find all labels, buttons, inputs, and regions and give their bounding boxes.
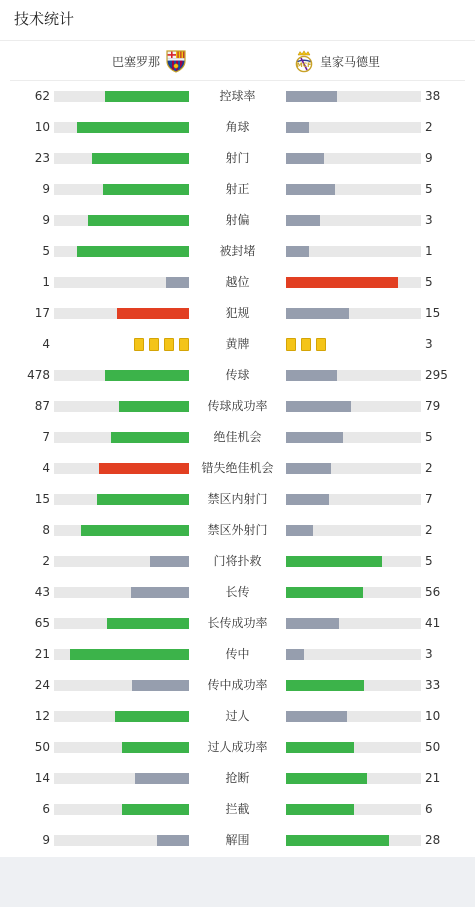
home-bar-track: [54, 556, 189, 567]
stat-label: 禁区外射门: [207, 523, 268, 537]
yellow-card-icon: [179, 338, 189, 351]
home-bar-fill: [119, 401, 189, 412]
home-value: 9: [42, 182, 50, 196]
stat-label: 射门: [225, 151, 250, 165]
stat-row: [0, 794, 475, 825]
stat-label: 绝佳机会: [213, 430, 262, 444]
stats-list: [0, 81, 475, 856]
away-value: 5: [425, 430, 433, 444]
home-bar-fill: [77, 246, 189, 257]
stat-row: [0, 577, 475, 608]
away-value: 41: [425, 616, 441, 630]
away-bar-track: [286, 711, 421, 722]
away-bar-fill: [286, 401, 351, 412]
away-value: 2: [425, 461, 433, 475]
away-value: 3: [425, 337, 433, 351]
away-bar-track: [286, 835, 421, 846]
away-value: 2: [425, 120, 433, 134]
stat-label: 长传成功率: [207, 616, 268, 630]
yellow-card-icon: [134, 338, 144, 351]
home-bar-fill: [115, 711, 189, 722]
home-value: 9: [42, 213, 50, 227]
stat-label: 过人: [225, 709, 250, 723]
away-bar-track: [286, 618, 421, 629]
yellow-card-icon: [316, 338, 326, 351]
stat-label: 拦截: [225, 802, 250, 816]
home-bar-fill: [111, 432, 189, 443]
stat-label: 传球: [225, 368, 250, 382]
stat-label: 禁区内射门: [207, 492, 268, 506]
away-bar-fill: [286, 525, 313, 536]
yellow-card-icon: [164, 338, 174, 351]
home-bar-fill: [92, 153, 189, 164]
svg-text:MCF: MCF: [296, 62, 312, 70]
away-team[interactable]: [292, 41, 380, 81]
stat-row: [0, 81, 475, 112]
stat-label: 过人成功率: [207, 740, 268, 754]
home-bar-fill: [150, 556, 189, 567]
home-team-name: 巴塞罗那: [111, 54, 160, 69]
away-bar-fill: [286, 246, 309, 257]
home-bar-track: [54, 525, 189, 536]
home-bar-track: [54, 215, 189, 226]
away-value: 5: [425, 275, 433, 289]
away-bar-fill: [286, 773, 367, 784]
away-bar-fill: [286, 370, 337, 381]
stat-label: 传中成功率: [207, 678, 268, 692]
away-value: 56: [425, 585, 441, 599]
home-bar-track: [54, 122, 189, 133]
stat-row: [0, 174, 475, 205]
home-value: 17: [34, 306, 50, 320]
away-value: 3: [425, 213, 433, 227]
away-bar-fill: [286, 494, 329, 505]
home-value: 6: [42, 802, 50, 816]
home-bar-fill: [132, 680, 189, 691]
yellow-card-icon: [286, 338, 296, 351]
home-bar-fill: [103, 184, 189, 195]
away-bar-fill: [286, 432, 343, 443]
stat-row: [0, 546, 475, 577]
home-bar-track: [54, 773, 189, 784]
stat-label: 射偏: [225, 213, 250, 227]
home-bar-fill: [122, 742, 190, 753]
away-bar-fill: [286, 680, 364, 691]
away-bar-track: [286, 153, 421, 164]
home-bar-track: [54, 277, 189, 288]
away-bar-fill: [286, 649, 304, 660]
away-bar-track: [286, 773, 421, 784]
home-value: 21: [34, 647, 50, 661]
stat-row: [0, 825, 475, 856]
away-bar-fill: [286, 153, 324, 164]
home-bar-fill: [135, 773, 189, 784]
home-bar-fill: [97, 494, 189, 505]
home-bar-fill: [88, 215, 189, 226]
away-value: 10: [425, 709, 441, 723]
away-bar-fill: [286, 215, 320, 226]
yellow-card-icon: [149, 338, 159, 351]
stat-label: 越位: [225, 275, 250, 289]
away-value: 1: [425, 244, 433, 258]
away-bar-fill: [286, 463, 331, 474]
home-value: 50: [34, 740, 50, 754]
stat-label: 长传: [225, 585, 250, 599]
away-value: 38: [425, 89, 441, 103]
home-value: 12: [34, 709, 50, 723]
home-bar-track: [54, 680, 189, 691]
away-value: 33: [425, 678, 441, 692]
away-bar-track: [286, 742, 421, 753]
home-bar-track: [54, 618, 189, 629]
stat-label: 传球成功率: [207, 399, 268, 413]
stat-row: [0, 670, 475, 701]
home-value: 4: [42, 461, 50, 475]
home-bar-track: [54, 308, 189, 319]
home-value: 8: [42, 523, 50, 537]
away-value: 15: [425, 306, 441, 320]
stat-row: [0, 732, 475, 763]
away-bar-track: [286, 494, 421, 505]
stat-row: [0, 608, 475, 639]
stat-row: [0, 639, 475, 670]
stat-label: 错失绝佳机会: [201, 461, 274, 475]
away-bar-track: [286, 91, 421, 102]
stat-label: 解围: [225, 833, 250, 847]
away-bar-fill: [286, 804, 354, 815]
home-bar-track: [54, 711, 189, 722]
away-value: 21: [425, 771, 441, 785]
home-value: 4: [42, 337, 50, 351]
yellow-card-icon: [301, 338, 311, 351]
home-value: 10: [34, 120, 50, 134]
home-value: 9: [42, 833, 50, 847]
away-value: 28: [425, 833, 441, 847]
home-bar-fill: [105, 91, 189, 102]
stat-row: [0, 143, 475, 174]
barcelona-crest-icon: [164, 49, 188, 73]
home-value: 7: [42, 430, 50, 444]
away-team-name: 皇家马德里: [320, 54, 381, 69]
home-bar-track: [54, 184, 189, 195]
away-bar-fill: [286, 308, 349, 319]
home-bar-fill: [107, 618, 189, 629]
away-value: 50: [425, 740, 441, 754]
home-value: 5: [42, 244, 50, 258]
stat-row: [0, 391, 475, 422]
away-bar-track: [286, 463, 421, 474]
stat-row: [0, 360, 475, 391]
stat-label: 抢断: [225, 771, 250, 785]
home-bar-track: [54, 804, 189, 815]
away-value: 7: [425, 492, 433, 506]
stat-row: [0, 329, 475, 360]
away-value: 295: [425, 368, 448, 382]
away-bar-track: [286, 370, 421, 381]
away-bar-track: [286, 122, 421, 133]
stat-row: [0, 763, 475, 794]
away-bar-fill: [286, 711, 347, 722]
stat-label: 黄牌: [225, 337, 250, 351]
home-value: 14: [34, 771, 50, 785]
home-value: 23: [34, 151, 50, 165]
home-bar-fill: [81, 525, 189, 536]
home-value: 478: [27, 368, 50, 382]
away-bar-track: [286, 556, 421, 567]
away-bar-fill: [286, 742, 354, 753]
away-bar-fill: [286, 122, 309, 133]
home-bar-fill: [157, 835, 189, 846]
real-madrid-crest-icon: [292, 49, 316, 73]
away-bar-fill: [286, 91, 337, 102]
page-title: 技术统计: [14, 10, 75, 28]
home-value: 62: [34, 89, 50, 103]
home-bar-track: [54, 370, 189, 381]
away-value: 2: [425, 523, 433, 537]
home-bar-track: [54, 91, 189, 102]
away-value: 9: [425, 151, 433, 165]
away-bar-track: [286, 587, 421, 598]
home-bar-track: [54, 649, 189, 660]
stat-row: [0, 236, 475, 267]
home-bar-fill: [117, 308, 189, 319]
home-bar-track: [54, 835, 189, 846]
stat-label: 传中: [225, 647, 250, 661]
stat-row: [0, 205, 475, 236]
stat-row: [0, 422, 475, 453]
away-value: 6: [425, 802, 433, 816]
teams-header: [10, 41, 465, 81]
home-bar-fill: [99, 463, 189, 474]
away-bar-track: [286, 246, 421, 257]
away-bar-fill: [286, 277, 398, 288]
home-bar-fill: [77, 122, 189, 133]
home-team[interactable]: [112, 41, 188, 81]
stat-row: [0, 112, 475, 143]
away-bar-track: [286, 432, 421, 443]
home-bar-track: [54, 246, 189, 257]
away-bar-fill: [286, 184, 335, 195]
home-bar-track: [54, 432, 189, 443]
stat-label: 被封堵: [219, 244, 256, 258]
home-value: 2: [42, 554, 50, 568]
stat-label: 门将扑救: [213, 554, 262, 568]
stat-row: [0, 701, 475, 732]
stat-label: 犯规: [225, 306, 250, 320]
home-bar-track: [54, 401, 189, 412]
stat-label: 角球: [225, 120, 250, 134]
stat-row: [0, 298, 475, 329]
home-bar-fill: [166, 277, 189, 288]
away-bar-track: [286, 649, 421, 660]
away-bar-track: [286, 525, 421, 536]
away-bar-track: [286, 184, 421, 195]
home-value: 24: [34, 678, 50, 692]
away-bar-fill: [286, 835, 389, 846]
home-value: 87: [34, 399, 50, 413]
stat-row: [0, 515, 475, 546]
home-value: 65: [34, 616, 50, 630]
away-value: 3: [425, 647, 433, 661]
stat-row: [0, 267, 475, 298]
away-bar-track: [286, 680, 421, 691]
home-value: 15: [34, 492, 50, 506]
stat-row: [0, 453, 475, 484]
stat-row: [0, 484, 475, 515]
home-bar-track: [54, 494, 189, 505]
home-bar-track: [54, 742, 189, 753]
away-bar-track: [286, 804, 421, 815]
away-value: 5: [425, 182, 433, 196]
home-value: 43: [34, 585, 50, 599]
away-yellow-cards: [286, 338, 326, 351]
away-bar-fill: [286, 587, 363, 598]
home-bar-track: [54, 587, 189, 598]
stat-label: 射正: [225, 182, 250, 196]
home-value: 1: [42, 275, 50, 289]
away-bar-track: [286, 401, 421, 412]
away-bar-track: [286, 277, 421, 288]
home-bar-track: [54, 463, 189, 474]
stat-label: 控球率: [219, 89, 256, 103]
away-bar-fill: [286, 618, 339, 629]
home-bar-fill: [122, 804, 190, 815]
home-bar-fill: [70, 649, 189, 660]
home-bar-fill: [105, 370, 189, 381]
away-value: 79: [425, 399, 441, 413]
home-bar-track: [54, 153, 189, 164]
away-bar-track: [286, 308, 421, 319]
away-bar-track: [286, 215, 421, 226]
away-bar-fill: [286, 556, 382, 567]
home-bar-fill: [131, 587, 189, 598]
home-yellow-cards: [134, 338, 189, 351]
away-value: 5: [425, 554, 433, 568]
